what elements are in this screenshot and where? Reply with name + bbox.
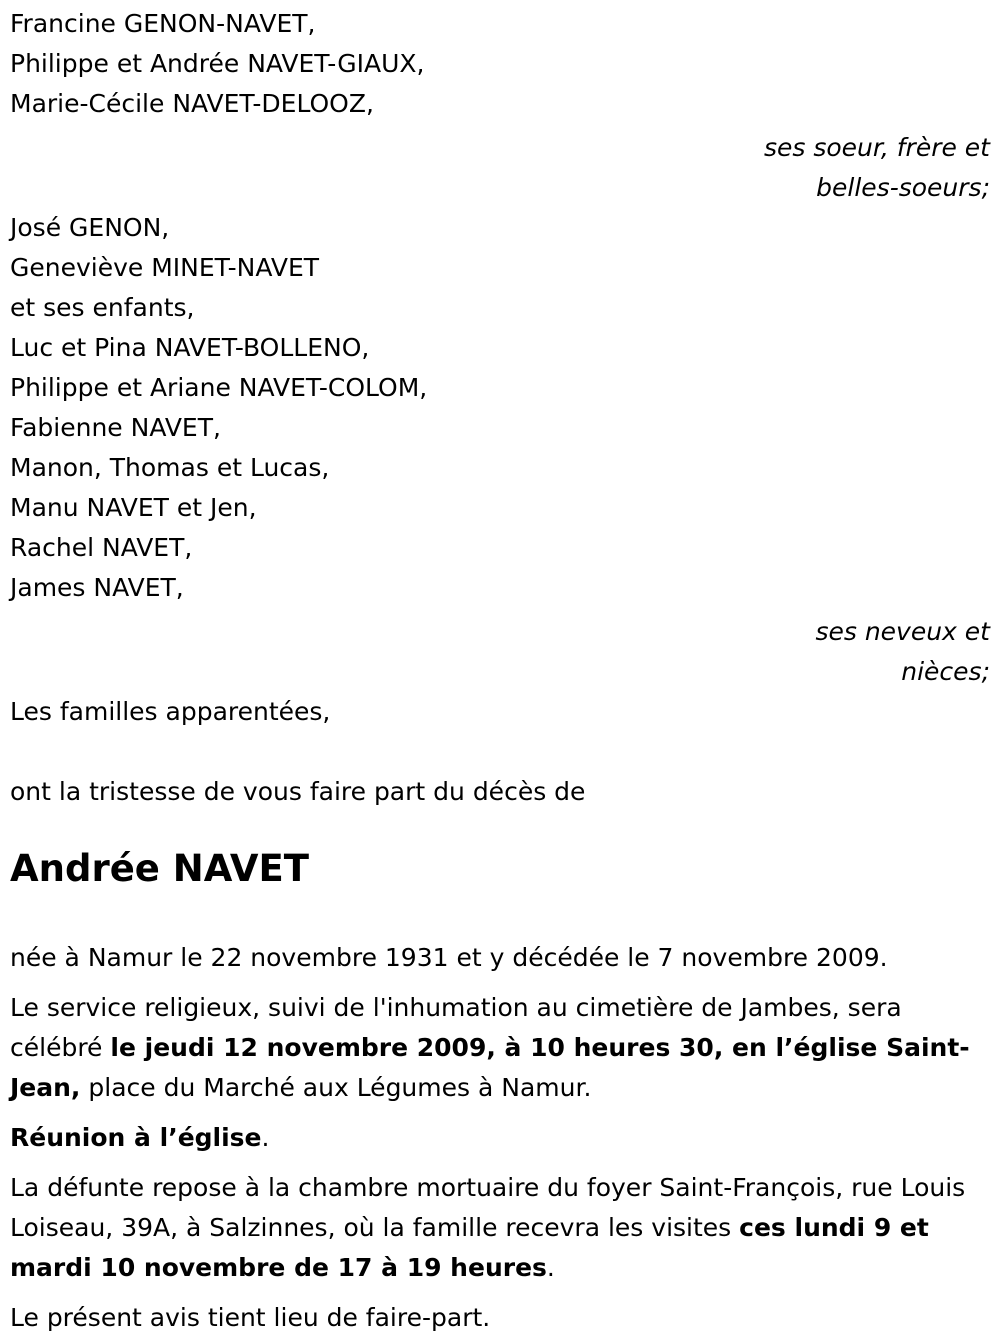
family-member: Philippe et Ariane NAVET-COLOM,	[10, 373, 428, 402]
family-member: Luc et Pina NAVET-BOLLENO,	[10, 333, 370, 362]
service-outro: place du Marché aux Légumes à Namur.	[80, 1073, 592, 1102]
resting-outro: .	[546, 1253, 555, 1282]
relationship-nephews	[10, 612, 990, 692]
related-families: Les familles apparentées,	[10, 697, 331, 726]
family-member: Fabienne NAVET,	[10, 413, 221, 442]
relationship-line: nièces;	[901, 657, 990, 686]
resting-place-details	[10, 1168, 990, 1288]
service-intro: Le service religieux, suivi de l'inhumation au cimetière de Jambes, sera célébré	[10, 993, 902, 1062]
reunion-note	[10, 1118, 990, 1158]
family-group-siblings	[10, 0, 990, 124]
relationship-line: ses soeur, frère et	[763, 133, 990, 162]
family-member: Manu NAVET et Jen,	[10, 493, 257, 522]
reunion-bold: Réunion à l’église	[10, 1123, 262, 1152]
family-member: José GENON,	[10, 213, 170, 242]
reunion-outro: .	[261, 1123, 270, 1152]
family-member: Marie-Cécile NAVET-DELOOZ,	[10, 89, 374, 118]
birth-death-dates: née à Namur le 22 novembre 1931 et y décédée le 7 novembre 2009.	[10, 943, 888, 972]
family-member: Geneviève MINET-NAVET	[10, 253, 320, 282]
family-member: et ses enfants,	[10, 293, 195, 322]
family-member: James NAVET,	[10, 573, 184, 602]
announcement-text: ont la tristesse de vous faire part du décès de	[10, 777, 586, 806]
visiting-hours: ces lundi 9 et mardi 10 novembre de 17 à 19 heures	[10, 1213, 929, 1282]
family-member: Philippe et Andrée NAVET-GIAUX,	[10, 49, 425, 78]
relationship-line: ses neveux et	[815, 617, 990, 646]
family-member: Francine GENON-NAVET,	[10, 9, 316, 38]
service-date-location: le jeudi 12 novembre 2009, à 10 heures 30, en l’église Saint-Jean,	[10, 1033, 970, 1102]
deceased-name: Andrée NAVET	[10, 847, 310, 890]
family-member: Rachel NAVET,	[10, 533, 193, 562]
family-member: Manon, Thomas et Lucas,	[10, 453, 330, 482]
closing-note: Le présent avis tient lieu de faire-part.	[10, 1303, 491, 1332]
relationship-line: belles-soeurs;	[816, 173, 990, 202]
service-details	[10, 988, 990, 1108]
resting-intro: La défunte repose à la chambre mortuaire du foyer Saint-François, rue Louis Loiseau, 39A, à Salzinnes, où la famille recevra les visites	[10, 1173, 966, 1242]
family-group-nephews	[10, 208, 990, 608]
relationship-siblings	[10, 128, 990, 208]
